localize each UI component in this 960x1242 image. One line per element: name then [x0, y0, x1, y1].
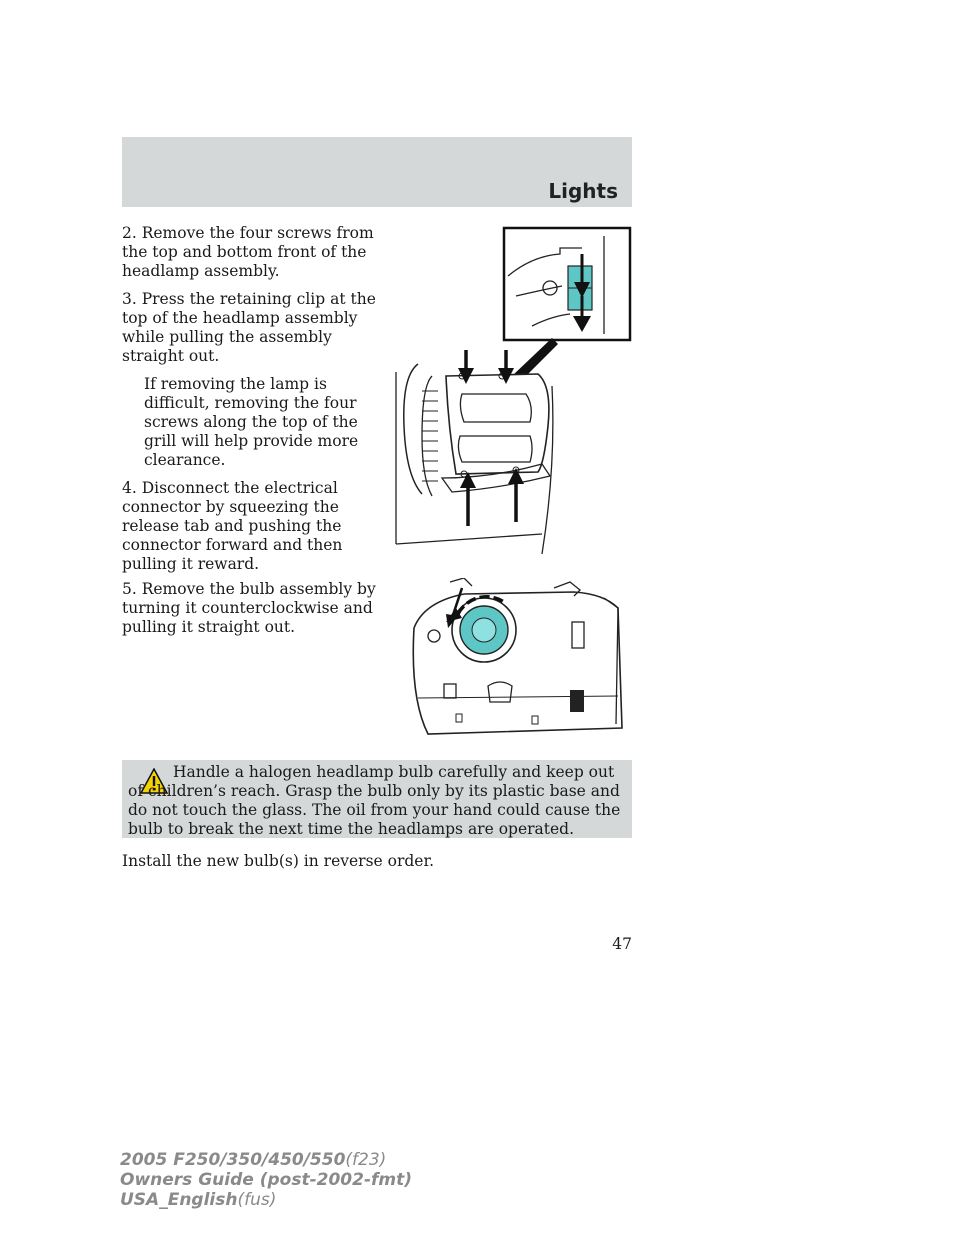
instructions-steps-2-4 [122, 224, 384, 583]
section-header-band [122, 137, 632, 207]
install-note: Install the new bulb(s) in reverse order. [122, 852, 435, 870]
step-2: 2. Remove the four screws from the top and bottom front of the headlamp assembly. [122, 224, 374, 280]
step-3: 3. Press the retaining clip at the top of the headlamp assembly while pulling the assembly straight out. [122, 290, 376, 365]
instructions-step-5 [122, 580, 384, 646]
warning-text: Handle a halogen headlamp bulb carefully and keep out of children’s reach. Grasp the bulb only by its plastic base and do not touch the glass. The oil from your hand could cause the bulb to break the next time the headlamps are operated. [128, 763, 621, 838]
page-number: 47 [612, 935, 632, 953]
footer-language: USA_English [120, 1190, 238, 1210]
step-4: 4. Disconnect the electrical connector by squeezing the release tab and pushing the connector forward and then pulling it reward. [122, 479, 343, 573]
footer-guide: Owners Guide (post-2002-fmt) [120, 1170, 413, 1190]
footer-model-code: (f23) [345, 1150, 387, 1170]
headlamp-removal-figure [392, 226, 632, 556]
footer-language-code: (fus) [237, 1190, 277, 1210]
warning-box [122, 760, 632, 838]
footer-model: 2005 F250/350/450/550 [120, 1150, 346, 1170]
bulb-removal-figure [404, 578, 632, 738]
document-footer [120, 1150, 412, 1210]
step-3-note: If removing the lamp is difficult, removing the four screws along the top of the grill will help provide more clearance. [144, 375, 359, 469]
step-5: 5. Remove the bulb assembly by turning it counterclockwise and pulling it straight out. [122, 580, 376, 636]
section-title: Lights [548, 179, 618, 203]
